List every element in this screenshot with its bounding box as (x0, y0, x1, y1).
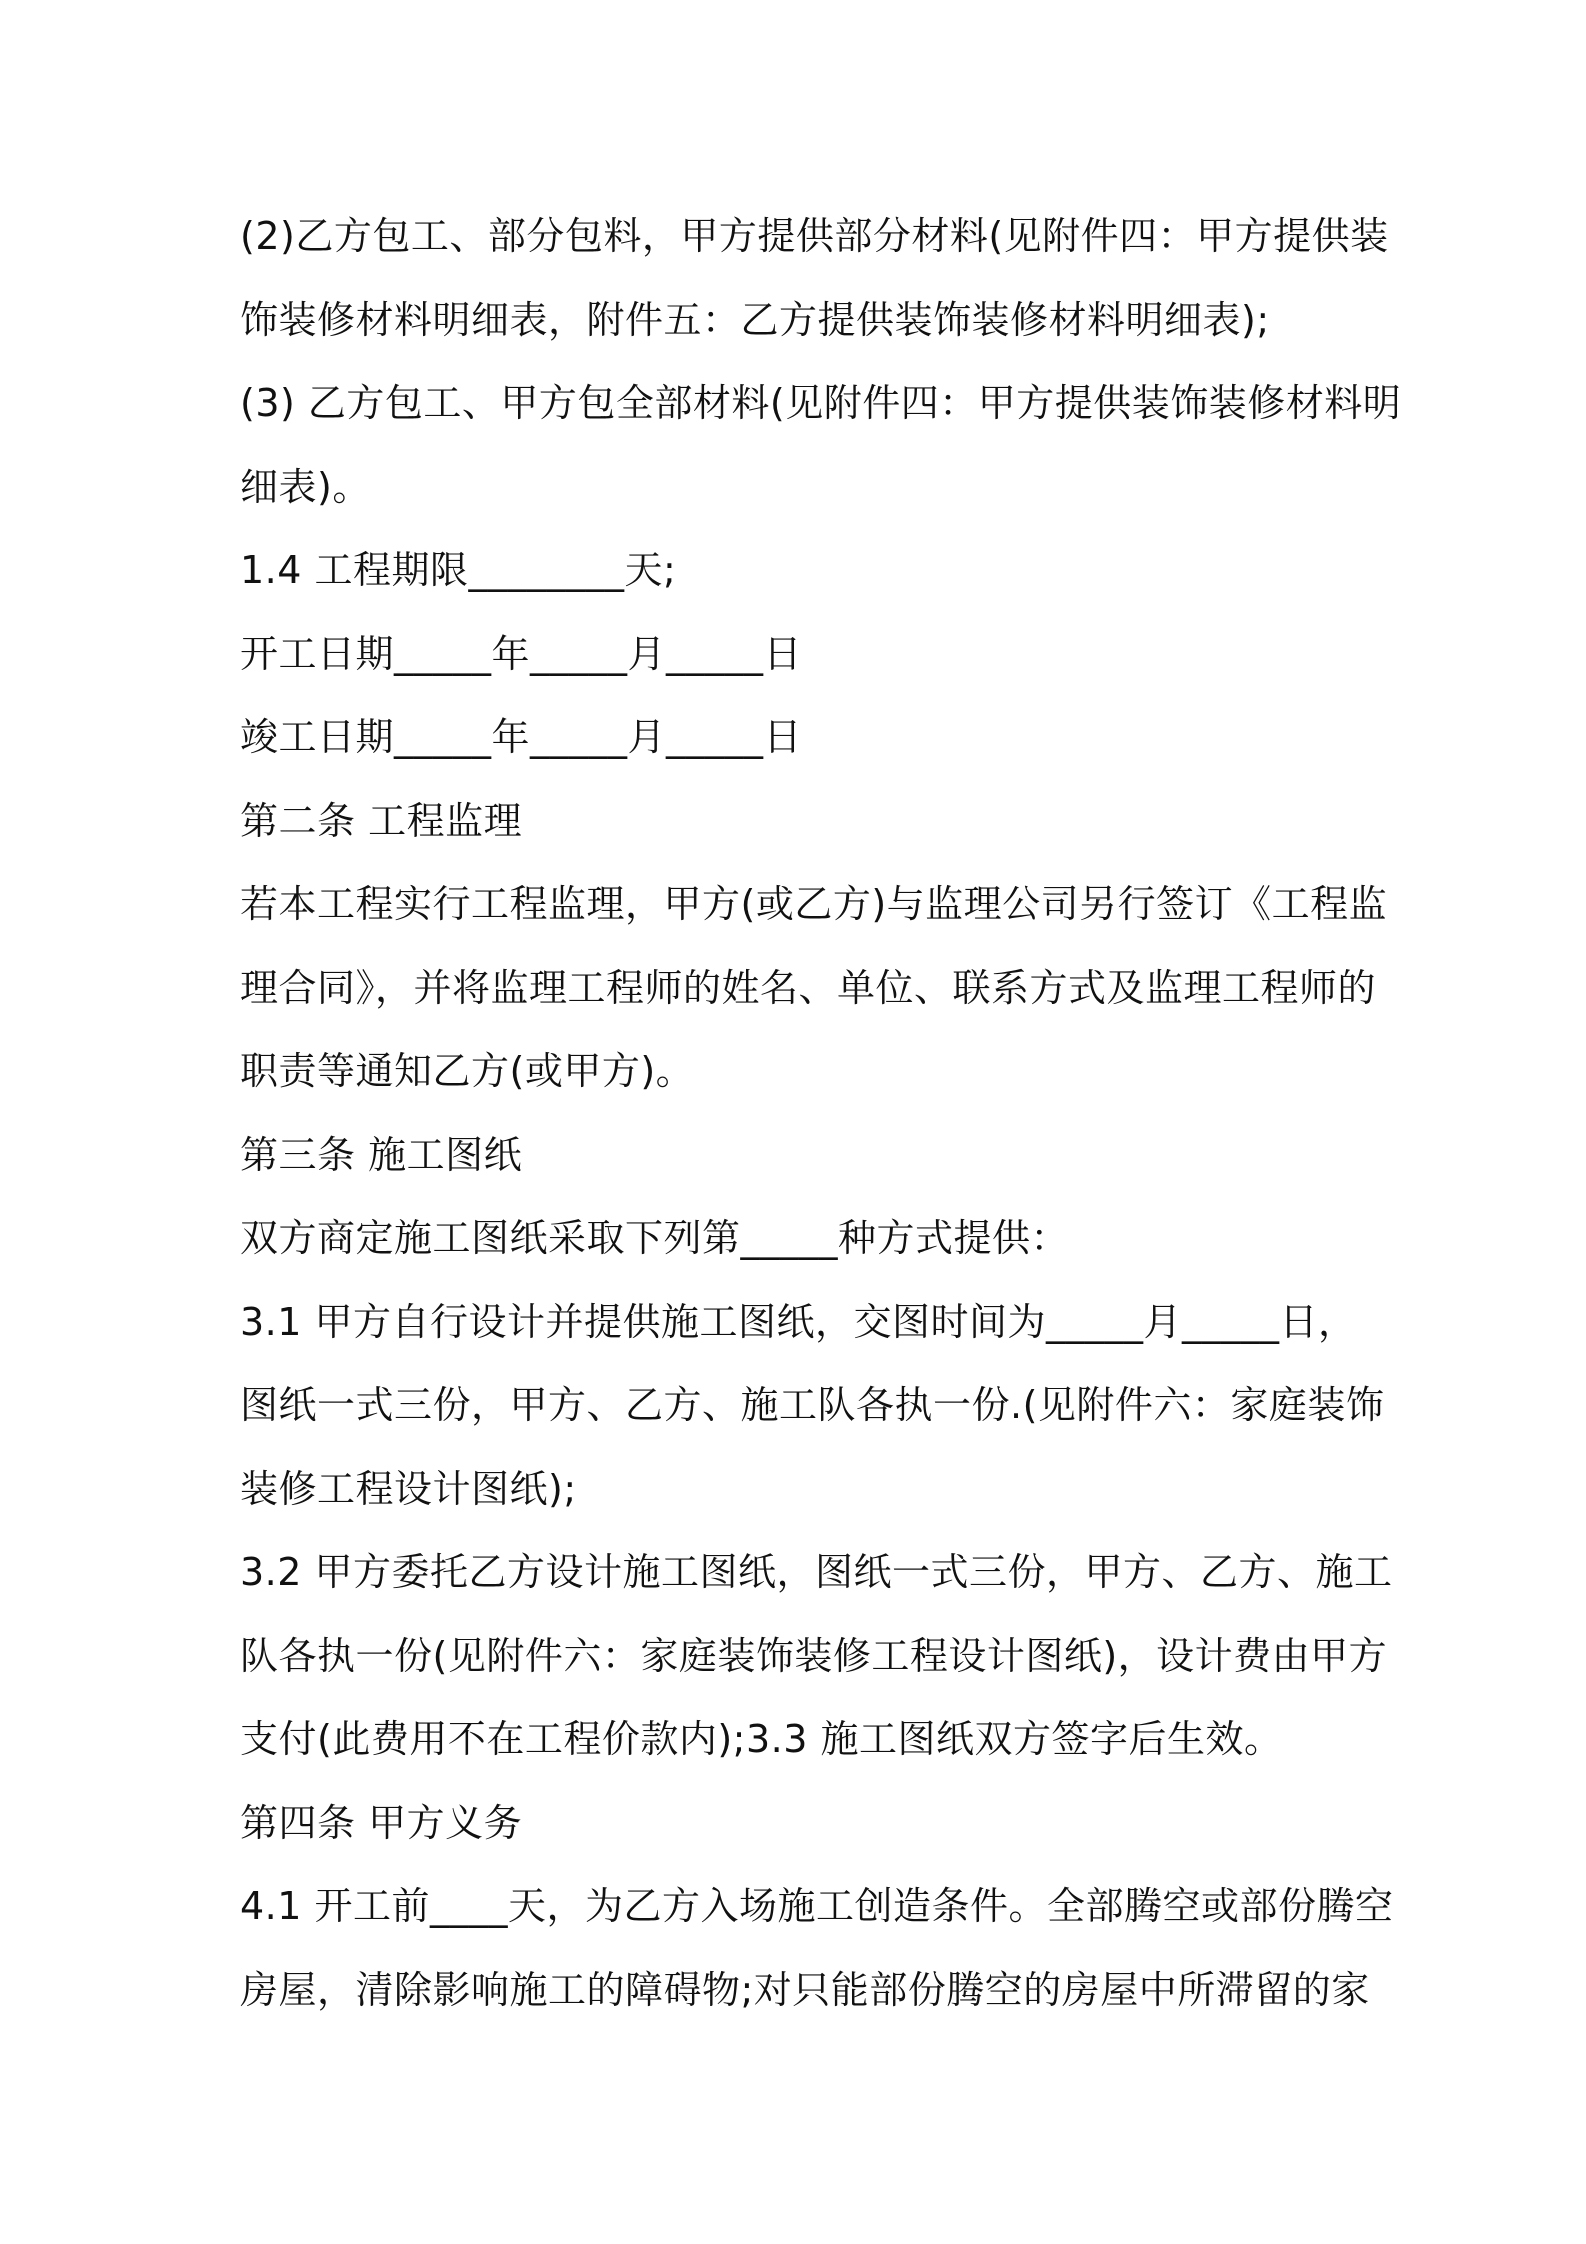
text-line: 1.4 工程期限________天; (240, 548, 677, 592)
text-line: 房屋，清除影响施工的障碍物;对只能部份腾空的房屋中所滞留的家 (240, 1967, 1370, 2012)
text-line: 3.2 甲方委托乙方设计施工图纸，图纸一式三份，甲方、乙方、施工 (240, 1550, 1393, 1594)
text-line: (3) 乙方包工、甲方包全部材料(见附件四：甲方提供装饰装修材料明 (240, 381, 1402, 425)
text-line: 竣工日期_____年_____月_____日 (240, 715, 803, 759)
text-line: 若本工程实行工程监理，甲方(或乙方)与监理公司另行签订《工程监 (240, 882, 1388, 926)
text-line: 开工日期_____年_____月_____日 (240, 631, 803, 676)
section-heading: 第三条 施工图纸 (240, 1132, 523, 1177)
text-line: 3.1 甲方自行设计并提供施工图纸，交图时间为_____月_____日， (240, 1299, 1357, 1344)
text-line: 支付(此费用不在工程价款内);3.3 施工图纸双方签字后生效。 (240, 1717, 1283, 1761)
text-line: 图纸一式三份，甲方、乙方、施工队各执一份.(见附件六：家庭装饰 (240, 1383, 1385, 1427)
section-heading: 第四条 甲方义务 (240, 1800, 523, 1845)
text-line: 4.1 开工前____天，为乙方入场施工创造条件。全部腾空或部份腾空 (240, 1884, 1394, 1928)
text-line: 饰装修材料明细表，附件五：乙方提供装饰装修材料明细表); (240, 297, 1270, 342)
section-heading: 第二条 工程监理 (240, 798, 523, 843)
text-line: 职责等通知乙方(或甲方)。 (240, 1049, 695, 1093)
text-line: 理合同》，并将监理工程师的姓名、单位、联系方式及监理工程师的 (240, 965, 1377, 1010)
text-line: 双方商定施工图纸采取下列第_____种方式提供： (240, 1216, 1070, 1260)
text-line: 装修工程设计图纸); (240, 1466, 577, 1511)
document-body (240, 195, 1402, 2032)
text-line: 细表)。 (240, 464, 371, 509)
text-line: (2)乙方包工、部分包料，甲方提供部分材料(见附件四：甲方提供装 (240, 214, 1389, 258)
text-line: 队各执一份(见附件六：家庭装饰装修工程设计图纸)，设计费由甲方 (240, 1633, 1388, 1678)
